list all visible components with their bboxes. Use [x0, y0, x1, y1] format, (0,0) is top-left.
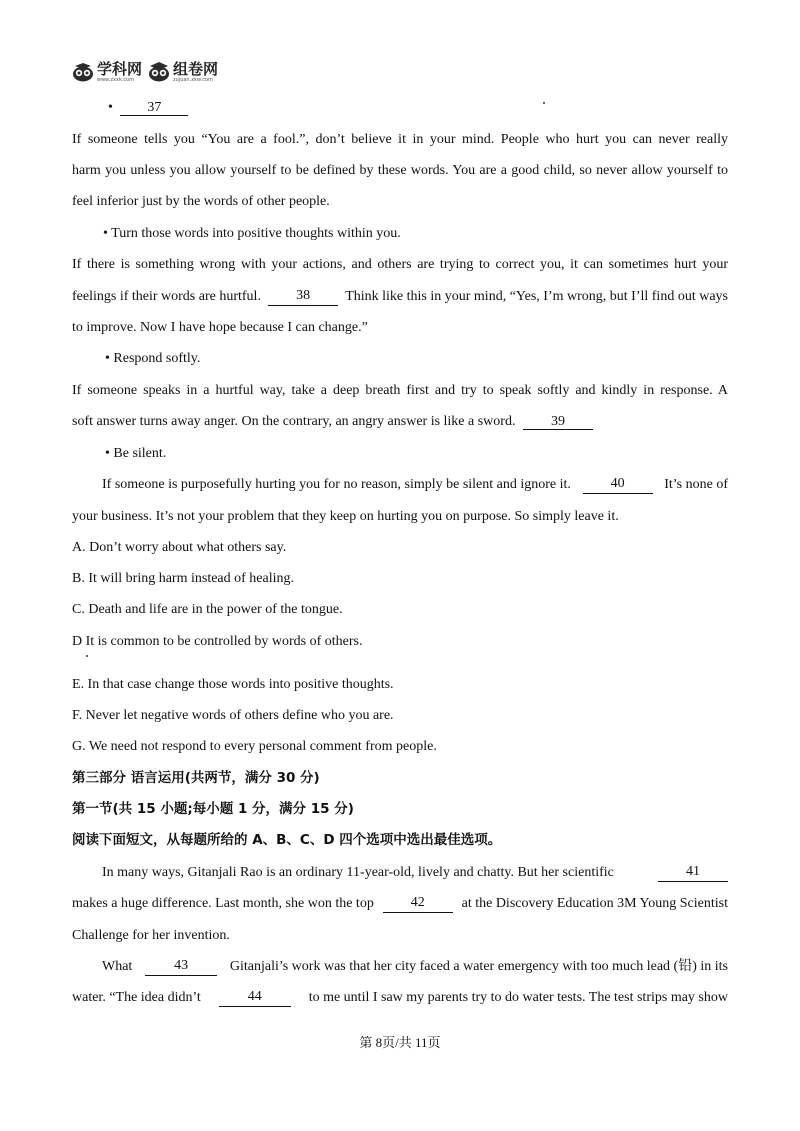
para-line: harm you unless you allow yourself to be defined by these words. You are a good child, so never allow yourself to — [72, 163, 728, 178]
text: soft answer turns away anger. On the contrary, an angry answer is like a sword. — [72, 414, 516, 429]
line-43 — [102, 958, 728, 976]
para-line: If someone speaks in a hurtful way, take a deep breath first and try to speak softly and kindly in response. A — [72, 383, 728, 398]
text: Gitanjali’s work was that her city faced a water emergency with too much lead (铅) in its — [229, 959, 728, 974]
option-f: F. Never let negative words of others define who you are. — [72, 708, 394, 723]
option-c: C. Death and life are in the power of the tongue. — [72, 602, 343, 617]
bullet: • — [108, 100, 113, 115]
logo-xuekewang — [72, 59, 143, 83]
line-37 — [108, 99, 188, 117]
blank-38: 38 — [268, 288, 338, 306]
blank-41: 41 — [658, 864, 728, 882]
text: feelings if their words are hurtful. — [72, 289, 261, 304]
subheading: • Be silent. — [105, 446, 167, 461]
text: to me until I saw my parents try to do water tests. The test strips may show — [308, 990, 728, 1005]
para-line: your business. It’s not your problem that they keep on hurting you on purpose. So simply leave it. — [72, 509, 619, 524]
para-line: feel inferior just by the words of other people. — [72, 194, 330, 209]
option-a: A. Don’t worry about what others say. — [72, 540, 287, 555]
text: What — [102, 959, 133, 974]
page-number: 第 8页/共 11页 — [359, 1035, 441, 1050]
speck — [543, 102, 545, 104]
option-g: G. We need not respond to every personal comment from people. — [72, 739, 437, 754]
text: If someone is purposefully hurting you for no reason, simply be silent and ignore it. — [102, 477, 571, 492]
line-42 — [72, 895, 728, 913]
para-line: Challenge for her invention. — [72, 928, 230, 943]
blank-40: 40 — [583, 476, 653, 494]
line-38 — [72, 288, 728, 306]
option-e: E. In that case change those words into positive thoughts. — [72, 677, 394, 692]
line-41 — [102, 864, 728, 882]
logo-zujuanwang — [148, 59, 219, 83]
text: makes a huge difference. Last month, she won the top — [72, 896, 374, 911]
logo2-sub: zujuan.xkw.com — [173, 76, 213, 83]
para-line: If there is something wrong with your actions, and others are trying to correct you, it can sometimes hurt your — [72, 257, 728, 272]
logo1-text: 学科网 — [97, 59, 143, 78]
header-logo — [72, 60, 218, 84]
para-line: to improve. Now I have hope because I can change.” — [72, 320, 368, 335]
subheading: • Respond softly. — [105, 351, 201, 366]
text: water. “The idea didn’t — [72, 990, 201, 1005]
blank-39: 39 — [523, 414, 593, 430]
subheading: • Turn those words into positive thoughts within you. — [103, 226, 401, 241]
text: Think like this in your mind, “Yes, I’m wrong, but I’ll find out ways — [345, 289, 728, 304]
line-39 — [72, 413, 593, 431]
owl-grad-icon — [148, 62, 170, 82]
blank-43: 43 — [145, 958, 217, 976]
blank-44: 44 — [219, 989, 291, 1007]
text: It’s none of — [664, 477, 728, 492]
option-b: B. It will bring harm instead of healing. — [72, 571, 295, 586]
blank-42: 42 — [383, 895, 453, 913]
section-1: 第一节(共 15 小题;每小题 1 分，满分 15 分) — [72, 801, 354, 817]
para-line: If someone tells you “You are a fool.”, don’t believe it in your mind. People who hurt you can never really — [72, 132, 728, 147]
instructions: 阅读下面短文，从每题所给的 A、B、C、D 四个选项中选出最佳选项。 — [72, 832, 502, 848]
section-part3: 第三部分 语言运用(共两节，满分 30 分) — [72, 770, 320, 786]
owl-icon — [72, 62, 94, 82]
text: In many ways, Gitanjali Rao is an ordinary 11-year-old, lively and chatty. But her scientific — [102, 865, 614, 880]
speck — [86, 655, 88, 657]
blank-37: 37 — [120, 100, 188, 116]
line-40 — [102, 476, 728, 494]
logo2-text: 组卷网 — [173, 59, 219, 78]
line-44 — [72, 989, 728, 1007]
text: at the Discovery Education 3M Young Scientist — [461, 896, 728, 911]
option-d: D It is common to be controlled by words of others. — [72, 634, 363, 649]
logo1-sub: www.zxxk.com — [97, 76, 135, 83]
